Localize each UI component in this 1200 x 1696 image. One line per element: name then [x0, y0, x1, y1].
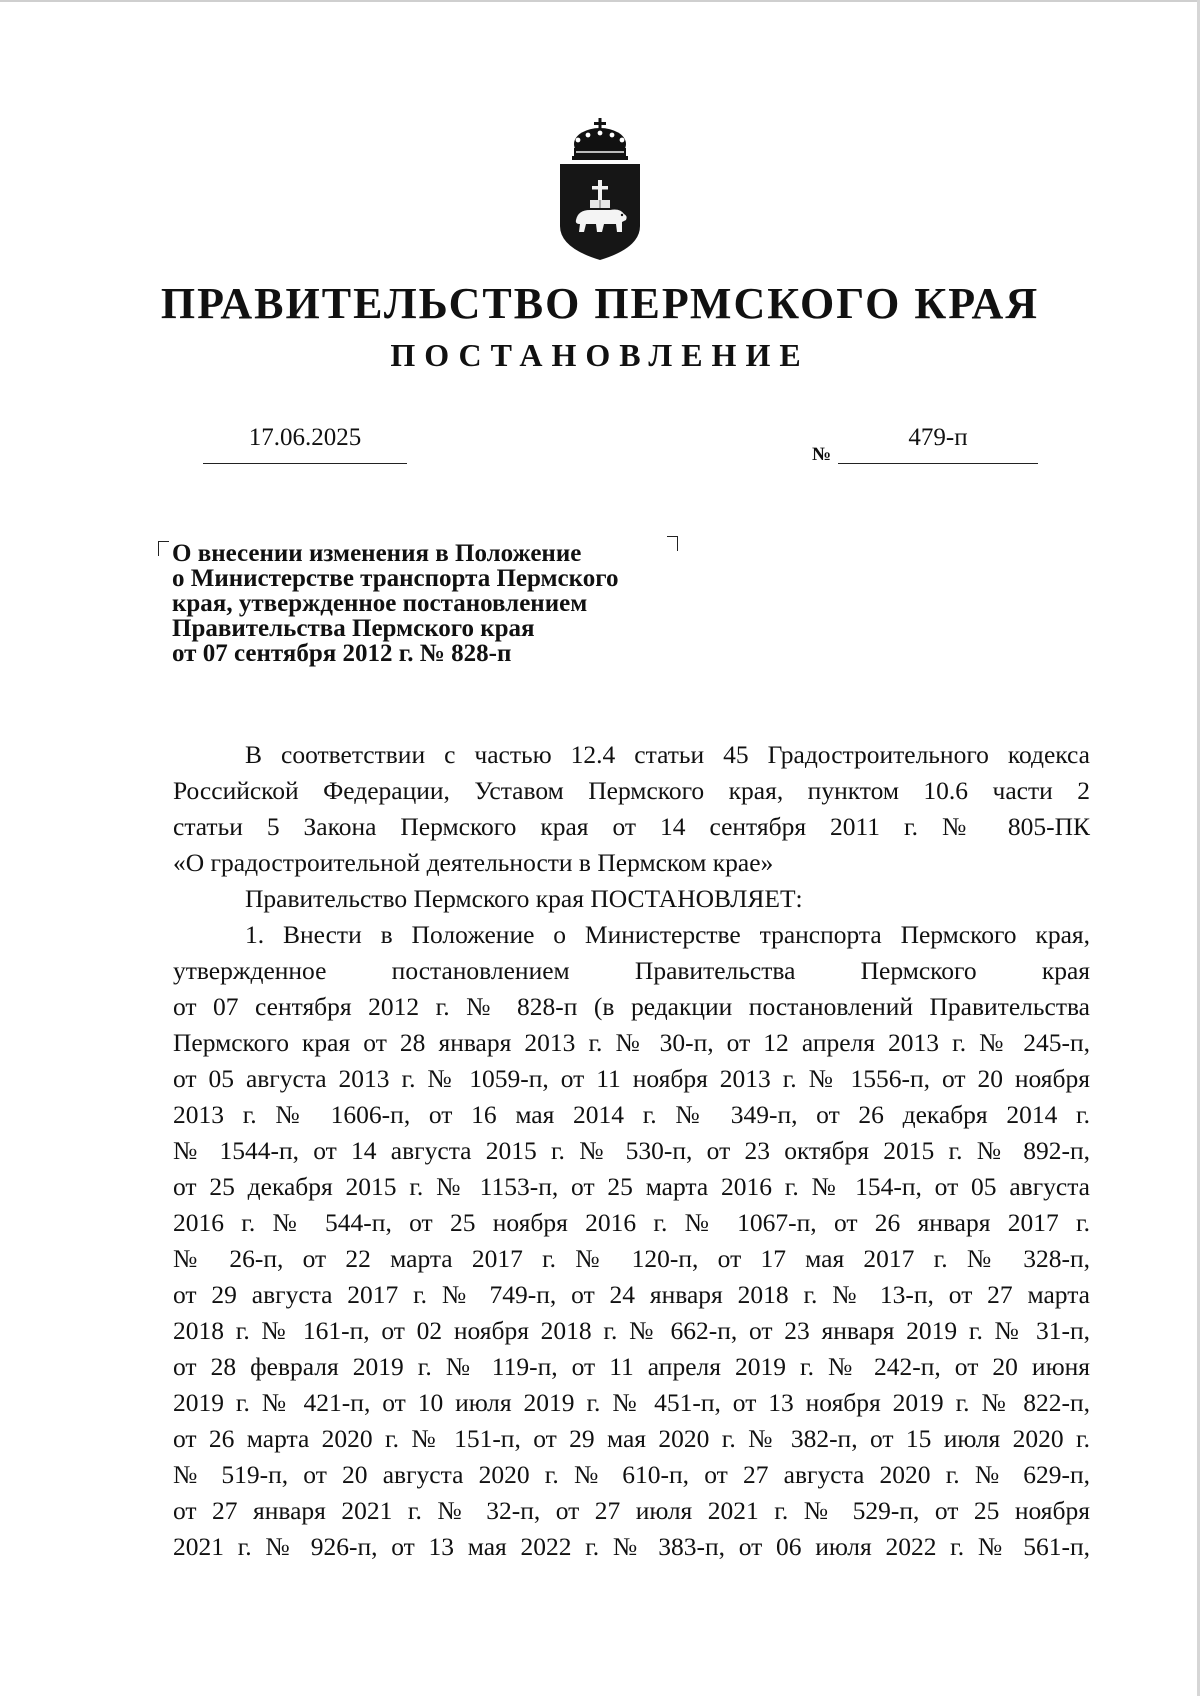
body-line: от 07 сентября 2012 г. № 828-п (в редакции постановлений Правительства [173, 992, 1090, 1021]
crown-icon [572, 118, 628, 160]
number-underline [838, 463, 1038, 464]
body-line: 2018 г. № 161-п, от 02 ноября 2018 г. № 662-п, от 23 января 2019 г. № 31-п, [173, 1316, 1090, 1345]
document-type: ПОСТАНОВЛЕНИЕ [390, 337, 810, 373]
number-sign: № [812, 444, 832, 465]
body-line: Пермского края от 28 января 2013 г. № 30-п, от 12 апреля 2013 г. № 245-п, [173, 1028, 1090, 1057]
document-date: 17.06.2025 [248, 424, 362, 451]
subject-line: края, утвержденное постановлением [172, 590, 588, 617]
date-underline [203, 463, 407, 464]
body-line: утвержденное постановлением Правительства Пермского края [173, 956, 1090, 985]
body-line: 2016 г. № 544-п, от 25 ноября 2016 г. № 1067-п, от 26 января 2017 г. [173, 1208, 1090, 1237]
body-line: № 519-п, от 20 августа 2020 г. № 610-п, от 27 августа 2020 г. № 629-п, [173, 1460, 1090, 1489]
body-line: Российской Федерации, Уставом Пермского края, пунктом 10.6 части 2 [173, 776, 1090, 805]
body-line: Правительство Пермского края ПОСТАНОВЛЯЕТ: [245, 884, 803, 913]
body-line: В соответствии с частью 12.4 статьи 45 Градостроительного кодекса [245, 740, 1090, 769]
subject-line: О внесении изменения в Положение [172, 540, 582, 567]
document-subject [172, 541, 692, 666]
perm-krai-coat-of-arms-icon [556, 114, 644, 262]
subject-line: от 07 сентября 2012 г. № 828-п [172, 640, 512, 667]
body-line: от 29 августа 2017 г. № 749-п, от 24 января 2018 г. № 13-п, от 27 марта [173, 1280, 1090, 1309]
body-line: 2021 г. № 926-п, от 13 мая 2022 г. № 383-п, от 06 июля 2022 г. № 561-п, [173, 1532, 1090, 1561]
subject-line: о Министерстве транспорта Пермского [172, 565, 619, 592]
document-body [173, 737, 1090, 1565]
body-line: № 1544-п, от 14 августа 2015 г. № 530-п, от 23 октября 2015 г. № 892-п, [173, 1136, 1090, 1165]
body-line: от 27 января 2021 г. № 32-п, от 27 июля 2021 г. № 529-п, от 25 ноября [173, 1496, 1090, 1525]
body-line: 2019 г. № 421-п, от 10 июля 2019 г. № 451-п, от 13 ноября 2019 г. № 822-п, [173, 1388, 1090, 1417]
page-edge-top [0, 0, 1200, 2]
body-line: статьи 5 Закона Пермского края от 14 сентября 2011 г. № 805-ПК [173, 812, 1090, 841]
body-line: от 28 февраля 2019 г. № 119-п, от 11 апреля 2019 г. № 242-п, от 20 июня [173, 1352, 1090, 1381]
organization-title: ПРАВИТЕЛЬСТВО ПЕРМСКОГО КРАЯ [160, 279, 1040, 328]
body-line: 1. Внести в Положение о Министерстве транспорта Пермского края, [245, 920, 1090, 949]
subject-corner-left [158, 541, 169, 556]
document-number: 479-п [908, 424, 968, 451]
body-line: от 26 марта 2020 г. № 151-п, от 29 мая 2020 г. № 382-п, от 15 июля 2020 г. [173, 1424, 1090, 1453]
body-line: «О градостроительной деятельности в Пермском крае» [173, 848, 774, 877]
body-line: № 26-п, от 22 марта 2017 г. № 120-п, от 17 мая 2017 г. № 328-п, [173, 1244, 1090, 1273]
body-line: 2013 г. № 1606-п, от 16 мая 2014 г. № 349-п, от 26 декабря 2014 г. [173, 1100, 1090, 1129]
subject-line: Правительства Пермского края [172, 615, 535, 642]
body-line: от 05 августа 2013 г. № 1059-п, от 11 ноября 2013 г. № 1556-п, от 20 ноября [173, 1064, 1090, 1093]
body-line: от 25 декабря 2015 г. № 1153-п, от 25 марта 2016 г. № 154-п, от 05 августа [173, 1172, 1090, 1201]
